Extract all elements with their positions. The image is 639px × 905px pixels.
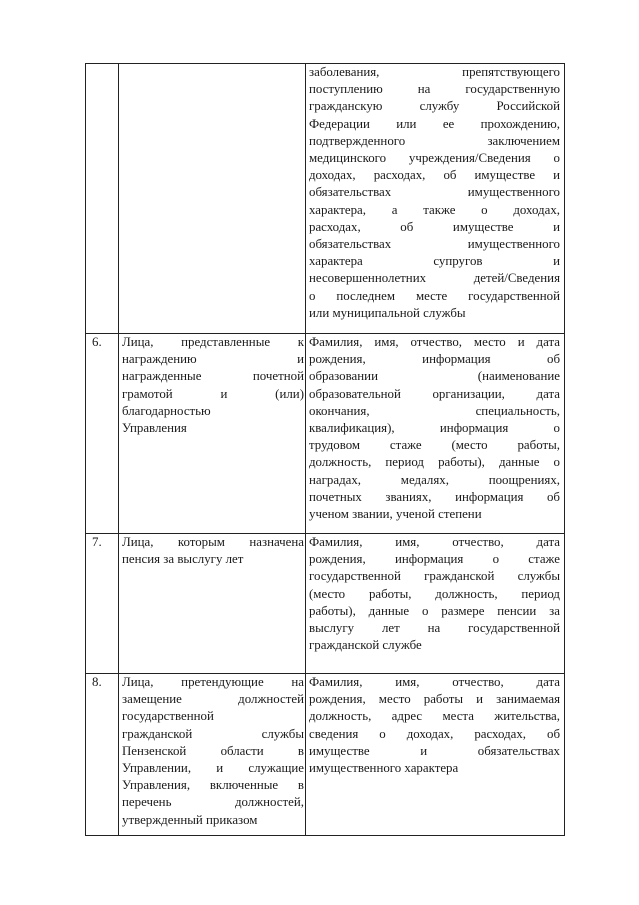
row-number-cell (86, 534, 119, 674)
text-line: Лица, представленные к (122, 335, 304, 349)
row-number: 7. (92, 535, 102, 549)
text-line: гражданской службы (122, 726, 304, 741)
row-number-cell (86, 64, 119, 334)
row-number-cell (86, 674, 119, 836)
row-number-cell (86, 334, 119, 534)
text-line: государственной гражданской службы (309, 569, 560, 584)
text-line: грамотой и (или) (122, 386, 304, 401)
category-text (122, 674, 304, 829)
info-text (309, 674, 560, 777)
text-line: образовательной организации, дата (309, 386, 560, 401)
text-line: награждению и (122, 352, 304, 367)
table-row (86, 64, 565, 334)
text-line: или муниципальной службы (309, 305, 466, 320)
text-line: рождения, место работы и занимаемая (309, 692, 560, 707)
info-text (309, 334, 560, 523)
text-line: почетных званиях, информация об (309, 489, 560, 504)
category-text (122, 334, 304, 437)
text-line: имущественного характера (309, 761, 459, 776)
category-text (122, 534, 304, 568)
info-cell (306, 534, 565, 674)
text-line: утвержденный приказом (122, 812, 258, 827)
text-line: наградах, медалях, поощрениях, (309, 472, 560, 487)
text-line: ученом звании, ученой степени (309, 507, 482, 522)
text-line: гражданской службе (309, 638, 422, 653)
category-cell (119, 534, 306, 674)
text-line: Фамилия, имя, отчество, дата (309, 675, 560, 689)
document-table (85, 63, 565, 836)
text-line: пенсия за выслугу лет (122, 552, 244, 567)
text-line: образовании (наименование (309, 369, 560, 384)
text-line: трудовом стаже (место работы, (309, 438, 560, 453)
text-line: квалификация), информация о (309, 421, 560, 436)
text-line: награжденные почетной (122, 369, 304, 384)
text-line: гражданскую службу Российской (309, 99, 560, 114)
text-line: расходах, об имуществе и (309, 219, 560, 234)
text-line: несовершеннолетних детей/Сведения (309, 271, 560, 286)
text-line: о последнем месте государственной (309, 288, 560, 303)
text-line: доходах, расходах, об имуществе и (309, 168, 560, 183)
text-line: должность, адрес места жительства, (309, 709, 560, 724)
text-line: Фамилия, имя, отчество, дата (309, 535, 560, 549)
text-line: заболевания, препятствующего (309, 65, 560, 79)
text-line: рождения, информация об (309, 352, 560, 367)
row-number: 6. (92, 335, 102, 349)
table-row (86, 674, 565, 836)
text-line: должность, период работы), данные о (309, 455, 560, 470)
category-cell (119, 334, 306, 534)
text-line: медицинского учреждения/Сведения о (309, 151, 560, 166)
text-line: Лица, претендующие на (122, 675, 304, 689)
category-cell (119, 674, 306, 836)
text-line: государственной (122, 709, 214, 724)
text-line: (место работы, должность, период (309, 586, 560, 601)
text-line: поступлению на государственную (309, 82, 560, 97)
info-cell (306, 64, 565, 334)
info-cell (306, 334, 565, 534)
table-row (86, 534, 565, 674)
text-line: перечень должностей, (122, 795, 304, 810)
info-text (309, 64, 560, 322)
text-line: Управления (122, 421, 187, 436)
text-line: выслугу лет на государственной (309, 621, 560, 636)
text-line: окончания, специальность, (309, 403, 560, 418)
category-cell (119, 64, 306, 334)
text-line: Лица, которым назначена (122, 535, 304, 549)
text-line: работы), данные о размере пенсии за (309, 603, 560, 618)
text-line: Фамилия, имя, отчество, место и дата (309, 335, 560, 349)
info-cell (306, 674, 565, 836)
text-line: имуществе и обязательствах (309, 743, 560, 758)
text-line: обязательствах имущественного (309, 185, 560, 200)
text-line: замещение должностей (122, 692, 304, 707)
table-row (86, 334, 565, 534)
text-line: Управлении, и служащие (122, 761, 304, 776)
text-line: благодарностью (122, 403, 211, 418)
text-line: характера супругов и (309, 254, 560, 269)
text-line: Федерации или ее прохождению, (309, 116, 560, 131)
text-line: Управления, включенные в (122, 778, 304, 793)
row-number: 8. (92, 675, 102, 689)
text-line: обязательствах имущественного (309, 237, 560, 252)
text-line: сведения о доходах, расходах, об (309, 726, 560, 741)
text-line: характера, а также о доходах, (309, 202, 560, 217)
text-line: рождения, информация о стаже (309, 552, 560, 567)
info-text (309, 534, 560, 654)
text-line: Пензенской области в (122, 743, 304, 758)
text-line: подтвержденного заключением (309, 133, 560, 148)
